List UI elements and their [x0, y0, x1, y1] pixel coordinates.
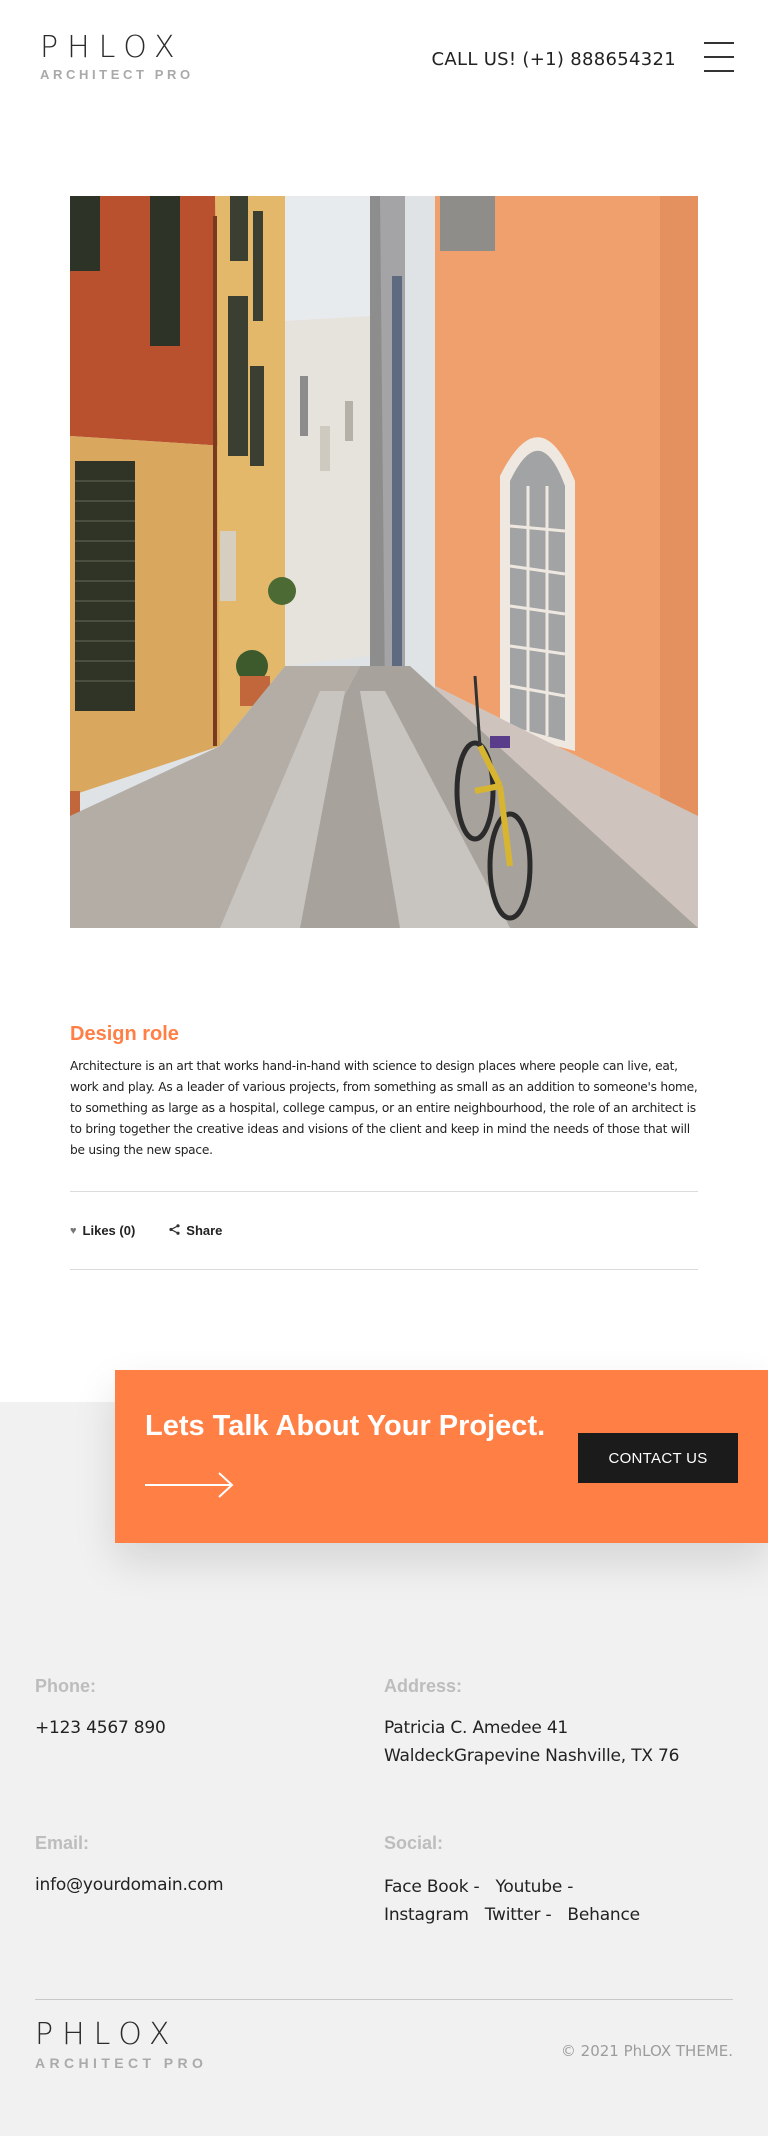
featured-image — [70, 196, 698, 928]
likes-label: Likes (0) — [82, 1223, 136, 1238]
address-line-1: Patricia C. Amedee 41 — [384, 1718, 569, 1738]
post-title: Design role — [70, 1023, 179, 1045]
copyright-text: © 2021 PhLOX THEME. — [560, 2042, 733, 2060]
divider — [70, 1191, 698, 1192]
contact-us-button[interactable]: CONTACT US — [578, 1433, 738, 1483]
alley-photo-illustration — [70, 196, 698, 928]
divider — [70, 1269, 698, 1270]
social-links — [384, 1873, 704, 1929]
footer-divider — [35, 1999, 733, 2000]
cta-title: Lets Talk About Your Project. — [145, 1410, 546, 1442]
hamburger-line — [704, 56, 734, 58]
share-icon — [169, 1224, 180, 1238]
likes-button[interactable] — [70, 1223, 135, 1238]
social-link-youtube[interactable]: Youtube - — [495, 1877, 574, 1897]
social-link-twitter[interactable]: Twitter - — [484, 1905, 552, 1925]
address-line-2: WaldeckGrapevine Nashville, TX 76 — [384, 1746, 680, 1766]
email-value[interactable]: info@yourdomain.com — [35, 1875, 224, 1895]
hamburger-line — [704, 42, 734, 44]
call-us-text[interactable]: CALL US! (+1) 888654321 — [431, 49, 676, 70]
arrow-right-icon — [145, 1470, 235, 1505]
footer-logo[interactable] — [35, 2017, 208, 2071]
site-logo[interactable] — [40, 30, 194, 82]
social-link-behance[interactable]: Behance — [567, 1905, 640, 1925]
share-label: Share — [186, 1223, 223, 1238]
share-button[interactable] — [169, 1223, 222, 1238]
phone-value[interactable]: +123 4567 890 — [35, 1718, 166, 1738]
email-label: Email: — [35, 1833, 90, 1853]
social-link-instagram[interactable]: Instagram — [384, 1905, 469, 1925]
footer-logo-wordmark: PHLOX — [35, 2017, 179, 2052]
post-body-text: Architecture is an art that works hand-in-hand with science to design places where people can live, eat, work and play. As a leader of various projects, from something as small as an addition to someone's home, to something as large as a hospital, college campus, or an entire neighbourhood, the role of an architect is to bring together the creative ideas and visions of the client and keep in mind the needs of those that will be using the new space. — [70, 1059, 698, 1157]
post-meta-bar — [70, 1223, 222, 1238]
logo-wordmark: PHLOX — [40, 30, 184, 65]
address-label: Address: — [384, 1676, 463, 1696]
heart-icon: ♥ — [70, 1224, 77, 1237]
phone-label: Phone: — [35, 1676, 96, 1696]
hamburger-line — [704, 70, 734, 72]
social-link-facebook[interactable]: Face Book - — [384, 1877, 480, 1897]
cta-banner — [115, 1370, 768, 1543]
social-label: Social: — [384, 1833, 444, 1853]
footer-logo-tagline: ARCHITECT PRO — [35, 2055, 208, 2071]
hamburger-icon[interactable] — [704, 42, 734, 72]
logo-tagline: ARCHITECT PRO — [40, 67, 194, 82]
site-header — [0, 0, 768, 120]
